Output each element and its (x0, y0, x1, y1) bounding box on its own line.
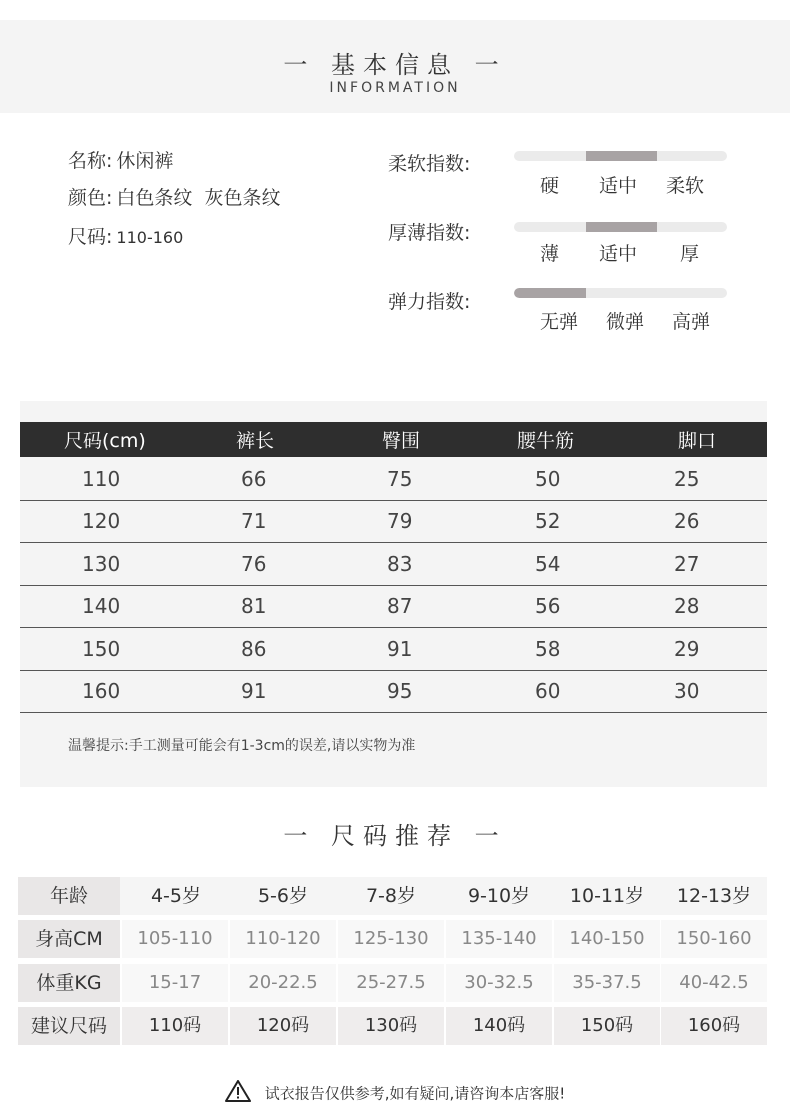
rec-row-suggested-size (18, 1007, 767, 1045)
rec-label: 建议尺码 (18, 1007, 120, 1045)
table-row (20, 670, 767, 713)
rec-cell: 20-22.5 (230, 964, 336, 1002)
rec-cell: 10-11岁 (569, 885, 645, 907)
info-color-label: 颜色: (68, 187, 113, 209)
softness-scale-low: 硬 (540, 175, 560, 197)
rec-cell: 150码 (554, 1007, 660, 1045)
col-leg-opening: 脚口 (678, 430, 717, 452)
info-size (68, 222, 183, 249)
elasticity-level-fill (514, 288, 586, 298)
cell-leg-opening: 28 (674, 594, 700, 618)
table-row (20, 628, 767, 671)
thickness-scale-mid: 适中 (599, 243, 638, 265)
warning-icon (225, 1080, 251, 1106)
rec-cell: 12-13岁 (676, 885, 752, 907)
rec-cell: 120码 (230, 1007, 336, 1045)
cell-size: 160 (82, 679, 121, 703)
rec-cell: 5-6岁 (257, 885, 309, 907)
cell-length: 81 (241, 594, 267, 618)
cell-size: 130 (82, 552, 121, 576)
rec-cell: 135-140 (446, 920, 552, 958)
softness-level-fill (586, 151, 657, 161)
rec-cell: 25-27.5 (338, 964, 444, 1002)
softness-scale-mid: 适中 (599, 175, 638, 197)
cell-length: 76 (241, 552, 267, 576)
section-subtitle: INFORMATION (329, 80, 461, 96)
rec-label: 年龄 (18, 877, 120, 915)
info-name-label: 名称: (68, 150, 113, 172)
footer-text: 试衣报告仅供参考,如有疑问,请咨询本店客服! (264, 1084, 566, 1103)
cell-size: 140 (82, 594, 121, 618)
cell-size: 110 (82, 467, 121, 491)
cell-length: 91 (241, 679, 267, 703)
cell-waist: 54 (535, 552, 561, 576)
rec-cell: 30-32.5 (446, 964, 552, 1002)
softness-index-bar (514, 151, 727, 161)
elasticity-scale-high: 高弹 (672, 311, 711, 333)
table-row (20, 458, 767, 501)
thickness-scale (514, 239, 727, 265)
rec-row-age (18, 877, 767, 915)
table-row (20, 500, 767, 543)
softness-scale (514, 171, 727, 197)
rec-cell: 9-10岁 (467, 885, 531, 907)
rec-cell: 15-17 (122, 964, 228, 1002)
rec-cell: 4-5岁 (150, 885, 202, 907)
cell-hip: 75 (387, 467, 413, 491)
table-row (20, 585, 767, 628)
rec-cell: 130码 (338, 1007, 444, 1045)
cell-length: 66 (241, 467, 267, 491)
rec-cell: 125-130 (338, 920, 444, 958)
size-table-header (20, 422, 767, 457)
col-size: 尺码(cm) (64, 430, 146, 452)
col-length: 裤长 (236, 430, 275, 452)
info-name (68, 146, 173, 173)
cell-length: 71 (241, 509, 267, 533)
thickness-index-bar (514, 222, 727, 232)
info-name-value: 休闲裤 (116, 150, 174, 172)
rec-cell: 140-150 (554, 920, 660, 958)
cell-leg-opening: 26 (674, 509, 700, 533)
cell-leg-opening: 27 (674, 552, 700, 576)
thickness-index-label: 厚薄指数: (388, 222, 471, 244)
cell-leg-opening: 29 (674, 637, 700, 661)
info-size-value: 110-160 (116, 228, 184, 247)
cell-length: 86 (241, 637, 267, 661)
rec-cell: 110码 (122, 1007, 228, 1045)
cell-waist: 52 (535, 509, 561, 533)
info-color-value: 白色条纹 灰色条纹 (116, 187, 281, 209)
section-title-basic-info: 一 基本信息 一 (283, 51, 507, 79)
cell-hip: 91 (387, 637, 413, 661)
rec-cell: 105-110 (122, 920, 228, 958)
elasticity-scale-mid: 微弹 (606, 311, 645, 333)
cell-size: 120 (82, 509, 121, 533)
cell-waist: 60 (535, 679, 561, 703)
cell-hip: 87 (387, 594, 413, 618)
info-color (68, 183, 281, 210)
rec-label: 体重KG (18, 964, 120, 1002)
elasticity-index-label: 弹力指数: (388, 291, 471, 313)
rec-cell: 150-160 (661, 920, 767, 958)
table-row (20, 543, 767, 586)
rec-label: 身高CM (18, 920, 120, 958)
rec-cell: 7-8岁 (365, 885, 417, 907)
cell-hip: 79 (387, 509, 413, 533)
thickness-scale-high: 厚 (680, 243, 700, 265)
rec-cell: 140码 (446, 1007, 552, 1045)
measurement-note: 温馨提示:手工测量可能会有1-3cm的误差,请以实物为准 (68, 738, 416, 754)
cell-waist: 56 (535, 594, 561, 618)
rec-cell: 35-37.5 (554, 964, 660, 1002)
thickness-level-fill (586, 222, 657, 232)
col-waist: 腰牛筋 (517, 430, 575, 452)
thickness-scale-low: 薄 (540, 243, 560, 265)
cell-hip: 95 (387, 679, 413, 703)
footer-disclaimer (0, 1080, 790, 1106)
elasticity-scale (514, 307, 727, 333)
elasticity-index-bar (514, 288, 727, 298)
elasticity-scale-low: 无弹 (540, 311, 579, 333)
cell-size: 150 (82, 637, 121, 661)
info-size-label: 尺码: (68, 226, 113, 248)
rec-cell: 160码 (661, 1007, 767, 1045)
cell-leg-opening: 30 (674, 679, 700, 703)
section-title-size-recommendation: 一 尺码推荐 一 (283, 822, 507, 850)
cell-hip: 83 (387, 552, 413, 576)
softness-index-label: 柔软指数: (388, 153, 471, 175)
rec-cell: 110-120 (230, 920, 336, 958)
cell-waist: 50 (535, 467, 561, 491)
cell-leg-opening: 25 (674, 467, 700, 491)
col-hip: 臀围 (382, 430, 421, 452)
softness-scale-high: 柔软 (666, 175, 705, 197)
rec-row-height (18, 920, 767, 958)
cell-waist: 58 (535, 637, 561, 661)
rec-row-weight (18, 964, 767, 1002)
rec-cell: 40-42.5 (661, 964, 767, 1002)
